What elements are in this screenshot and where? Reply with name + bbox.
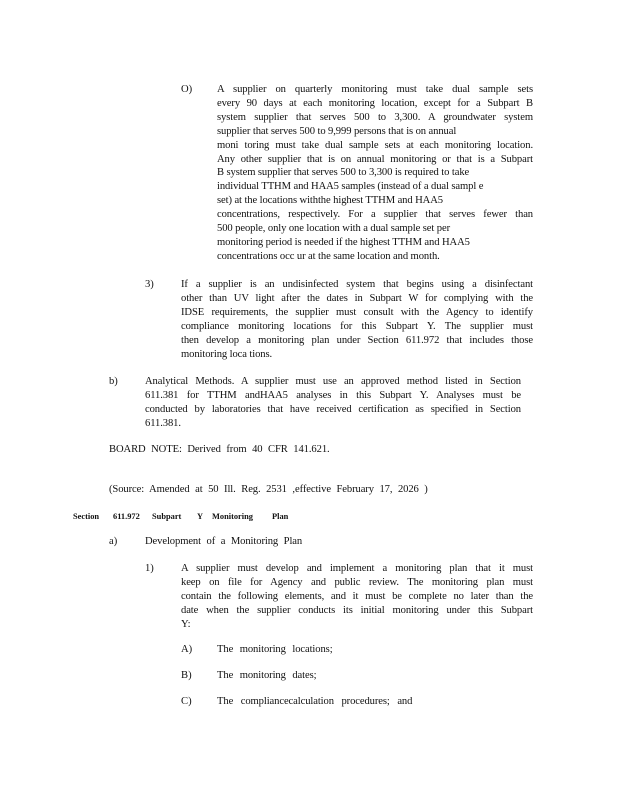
item-3-line: If a supplier is an undisinfected system that begins using a disinfectant xyxy=(181,279,533,290)
item-o-line: set) at the locations withthe highest TTHM and HAA5 xyxy=(217,195,443,207)
item-3-line: compliance monitoring locations for this Subpart Y. The supplier must xyxy=(181,320,533,332)
item-1-line: contain the following elements, and it must be complete no later than the xyxy=(181,590,533,602)
board-note: BOARD NOTE: Derived from 40 CFR 141.621. xyxy=(109,444,330,455)
item-1-line: keep on file for Agency and public review. The monitoring plan must xyxy=(181,576,533,588)
item-1-line: date when the supplier conducts its initial monitoring under this Subpart xyxy=(181,604,533,616)
sub-item-c-label: C) xyxy=(181,696,192,707)
item-o-line: Any other supplier that is on annual monitoring or that is a Subpart xyxy=(217,153,533,165)
section-word: Section xyxy=(73,512,100,521)
item-o-line: concentrations, respectively. For a supplier that serves fewer than xyxy=(217,209,533,221)
item-1-text xyxy=(181,562,533,632)
item-b-label: b) xyxy=(109,376,118,387)
item-o-text xyxy=(217,83,533,264)
item-a-label: a) xyxy=(109,536,118,547)
item-3-line: then develop a monitoring plan under Section 611.972 that includes those xyxy=(181,334,533,346)
item-3-line: monitoring loca tions. xyxy=(181,348,273,360)
item-3-text xyxy=(181,278,533,361)
section-plan-word: Plan xyxy=(272,512,289,521)
section-number: 611.972 xyxy=(113,512,140,521)
source-note: (Source: Amended at 50 Ill. Reg. 2531 ,effective February 17, 2026 ) xyxy=(109,484,428,495)
item-b-line: 611.381. xyxy=(145,417,181,429)
section-heading xyxy=(0,512,618,524)
item-b-line: Analytical Methods. A supplier must use an approved method listed in Section xyxy=(145,376,521,387)
item-3-line: other than UV light after the dates in Subpart W for complying with the xyxy=(181,292,533,304)
item-o-line: moni toring must take dual sample sets at each monitoring location. xyxy=(217,139,533,151)
item-b-line: 611.381 for TTHM andHAA5 analyses in this Subpart Y. Analyses must be xyxy=(145,389,521,401)
item-o-label: O) xyxy=(181,84,193,95)
item-o-line: system supplier that serves 500 to 3,300. A groundwater system xyxy=(217,111,533,123)
item-o-line: 500 people, only one location with a dual sample set per xyxy=(217,223,450,235)
item-o-line: individual TTHM and HAA5 samples (instead of a dual sampl e xyxy=(217,181,484,193)
item-a-text: Development of a Monitoring Plan xyxy=(145,536,303,547)
item-1-line: A supplier must develop and implement a monitoring plan that it must xyxy=(181,563,533,574)
sub-item-b-label: B) xyxy=(181,670,192,681)
item-b-line: conducted by laboratories that have received certification as specified in Section xyxy=(145,403,521,415)
sub-item-b-text: The monitoring dates; xyxy=(217,670,317,681)
item-3-line: IDSE requirements, the supplier must consult with the Agency to identify xyxy=(181,306,533,318)
item-b-text xyxy=(145,375,521,431)
item-1-label: 1) xyxy=(145,563,154,574)
item-o-line: every 90 days at each monitoring location, except for a Subpart B xyxy=(217,97,533,109)
item-o-line: monitoring period is needed if the highest TTHM and HAA5 xyxy=(217,236,470,248)
item-o-line: concentrations occ ur at the same location and month. xyxy=(217,250,440,262)
sub-item-a-text: The monitoring locations; xyxy=(217,644,333,655)
item-1-line: Y: xyxy=(181,618,191,630)
item-o-line: A supplier on quarterly monitoring must take dual sample sets xyxy=(217,84,533,95)
section-monitoring-word: Monitoring xyxy=(212,512,253,521)
item-o-line: B system supplier that serves 500 to 3,300 is required to take xyxy=(217,167,470,179)
sub-item-c-text: The compliancecalculation procedures; and xyxy=(217,696,413,707)
section-subpart-letter: Y xyxy=(197,512,204,521)
item-o-line: supplier that serves 500 to 9,999 persons that is on annual xyxy=(217,125,457,137)
section-subpart-word: Subpart xyxy=(152,512,182,521)
item-3-label: 3) xyxy=(145,279,154,290)
sub-item-a-label: A) xyxy=(181,644,193,655)
